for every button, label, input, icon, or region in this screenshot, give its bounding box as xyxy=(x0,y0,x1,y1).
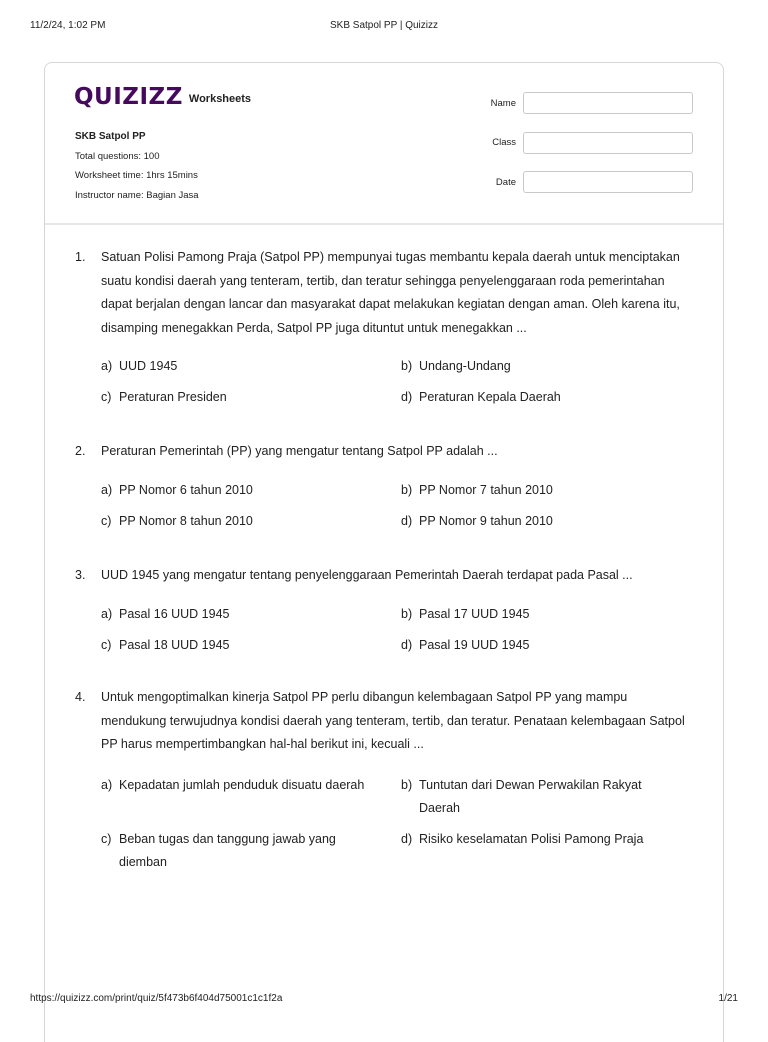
option-letter: b) xyxy=(401,359,413,373)
option-2a xyxy=(101,479,391,502)
print-datetime: 11/2/24, 1:02 PM xyxy=(30,20,106,31)
date-field[interactable] xyxy=(523,171,693,193)
option-3b xyxy=(401,603,691,626)
option-text: Pasal 18 UUD 1945 xyxy=(119,638,230,652)
option-letter: c) xyxy=(101,514,112,528)
option-text: Beban tugas dan tanggung jawab yang diemban xyxy=(119,832,336,869)
option-2d xyxy=(401,510,691,533)
worksheet-header xyxy=(45,63,723,225)
question-number: 3. xyxy=(75,568,86,582)
option-text: Undang-Undang xyxy=(419,359,511,373)
option-text: Pasal 19 UUD 1945 xyxy=(419,638,530,652)
option-4b xyxy=(401,774,661,820)
option-letter: d) xyxy=(401,832,413,846)
option-3c xyxy=(101,634,391,657)
option-letter: d) xyxy=(401,638,413,652)
option-2c xyxy=(101,510,391,533)
logo-wordmark: QUIZIZZ xyxy=(74,84,183,110)
question-text: Untuk mengoptimalkan kinerja Satpol PP perlu dibangun kelembagaan Satpol PP yang mampu mendukung terwujudnya kondisi daerah yang tenteram, tertib, dan teratur. Penataan kelembagaan Satpol PP harus mempertimbangkan hal-hal berikut ini, kecuali ... xyxy=(101,690,685,751)
option-3a xyxy=(101,603,391,626)
question-text: Satuan Polisi Pamong Praja (Satpol PP) mempunyai tugas membantu kepala daerah untuk menciptakan suatu kondisi daerah yang tenteram, tertib, dan teratur sehingga penyelenggaraan roda pemerintahan dapat berjalan dengan lancar dan masyarakat dapat melakukan kegiatan dengan aman. Oleh karena itu, disamping menegakkan Perda, Satpol PP juga dituntut untuk menegakkan ... xyxy=(101,250,680,335)
worksheet-sheet xyxy=(44,62,724,1042)
option-text: Tuntutan dari Dewan Perwakilan Rakyat Daerah xyxy=(419,778,642,815)
logo-sub-label: Worksheets xyxy=(188,92,252,105)
option-1c xyxy=(101,386,391,409)
option-letter: a) xyxy=(101,778,113,792)
option-letter: c) xyxy=(101,638,112,652)
option-4d xyxy=(401,828,691,851)
option-text: PP Nomor 6 tahun 2010 xyxy=(119,483,253,497)
option-letter: d) xyxy=(401,514,413,528)
option-text: Risiko keselamatan Polisi Pamong Praja xyxy=(419,832,644,846)
question-text: UUD 1945 yang mengatur tentang penyelenggaraan Pemerintah Daerah terdapat pada Pasal ... xyxy=(101,568,633,582)
option-text: PP Nomor 8 tahun 2010 xyxy=(119,514,253,528)
option-text: PP Nomor 7 tahun 2010 xyxy=(419,483,553,497)
option-letter: a) xyxy=(101,359,113,373)
option-2b xyxy=(401,479,691,502)
worksheet-meta xyxy=(75,127,199,205)
question-4 xyxy=(75,686,695,757)
option-text: Kepadatan jumlah penduduk disuatu daerah xyxy=(119,778,365,792)
option-text: Peraturan Presiden xyxy=(119,390,227,404)
worksheet-title: SKB Satpol PP xyxy=(75,131,146,142)
option-letter: c) xyxy=(101,832,112,846)
option-text: PP Nomor 9 tahun 2010 xyxy=(419,514,553,528)
option-letter: b) xyxy=(401,607,413,621)
option-4a xyxy=(101,774,391,797)
question-text: Peraturan Pemerintah (PP) yang mengatur tentang Satpol PP adalah ... xyxy=(101,444,498,458)
option-letter: c) xyxy=(101,390,112,404)
question-3 xyxy=(75,564,695,588)
class-label: Class xyxy=(492,137,516,148)
option-3d xyxy=(401,634,691,657)
option-letter: d) xyxy=(401,390,413,404)
print-url: https://quizizz.com/print/quiz/5f473b6f404d75001c1c1f2a xyxy=(30,993,283,1004)
option-letter: b) xyxy=(401,483,413,497)
question-number: 2. xyxy=(75,444,86,458)
print-page-number: 1/21 xyxy=(718,993,738,1004)
question-1 xyxy=(75,246,695,340)
worksheet-time: Worksheet time: 1hrs 15mins xyxy=(75,170,198,181)
total-questions: Total questions: 100 xyxy=(75,150,160,162)
question-number: 4. xyxy=(75,690,86,704)
name-label: Name xyxy=(490,98,516,109)
print-page-title: SKB Satpol PP | Quizizz xyxy=(329,20,439,31)
question-2 xyxy=(75,440,695,464)
instructor-name: Instructor name: Bagian Jasa xyxy=(75,189,199,201)
option-text: Pasal 16 UUD 1945 xyxy=(119,607,230,621)
option-letter: a) xyxy=(101,607,113,621)
option-1d xyxy=(401,386,691,409)
option-text: Peraturan Kepala Daerah xyxy=(419,390,561,404)
option-text: Pasal 17 UUD 1945 xyxy=(419,607,530,621)
option-letter: b) xyxy=(401,778,413,792)
date-label: Date xyxy=(495,177,516,188)
option-4c xyxy=(101,828,361,874)
question-number: 1. xyxy=(75,250,86,264)
option-letter: a) xyxy=(101,483,113,497)
option-text: UUD 1945 xyxy=(119,359,178,373)
name-field[interactable] xyxy=(523,92,693,114)
quizizz-logo xyxy=(74,83,251,111)
class-field[interactable] xyxy=(523,132,693,154)
option-1a xyxy=(101,355,391,378)
option-1b xyxy=(401,355,691,378)
